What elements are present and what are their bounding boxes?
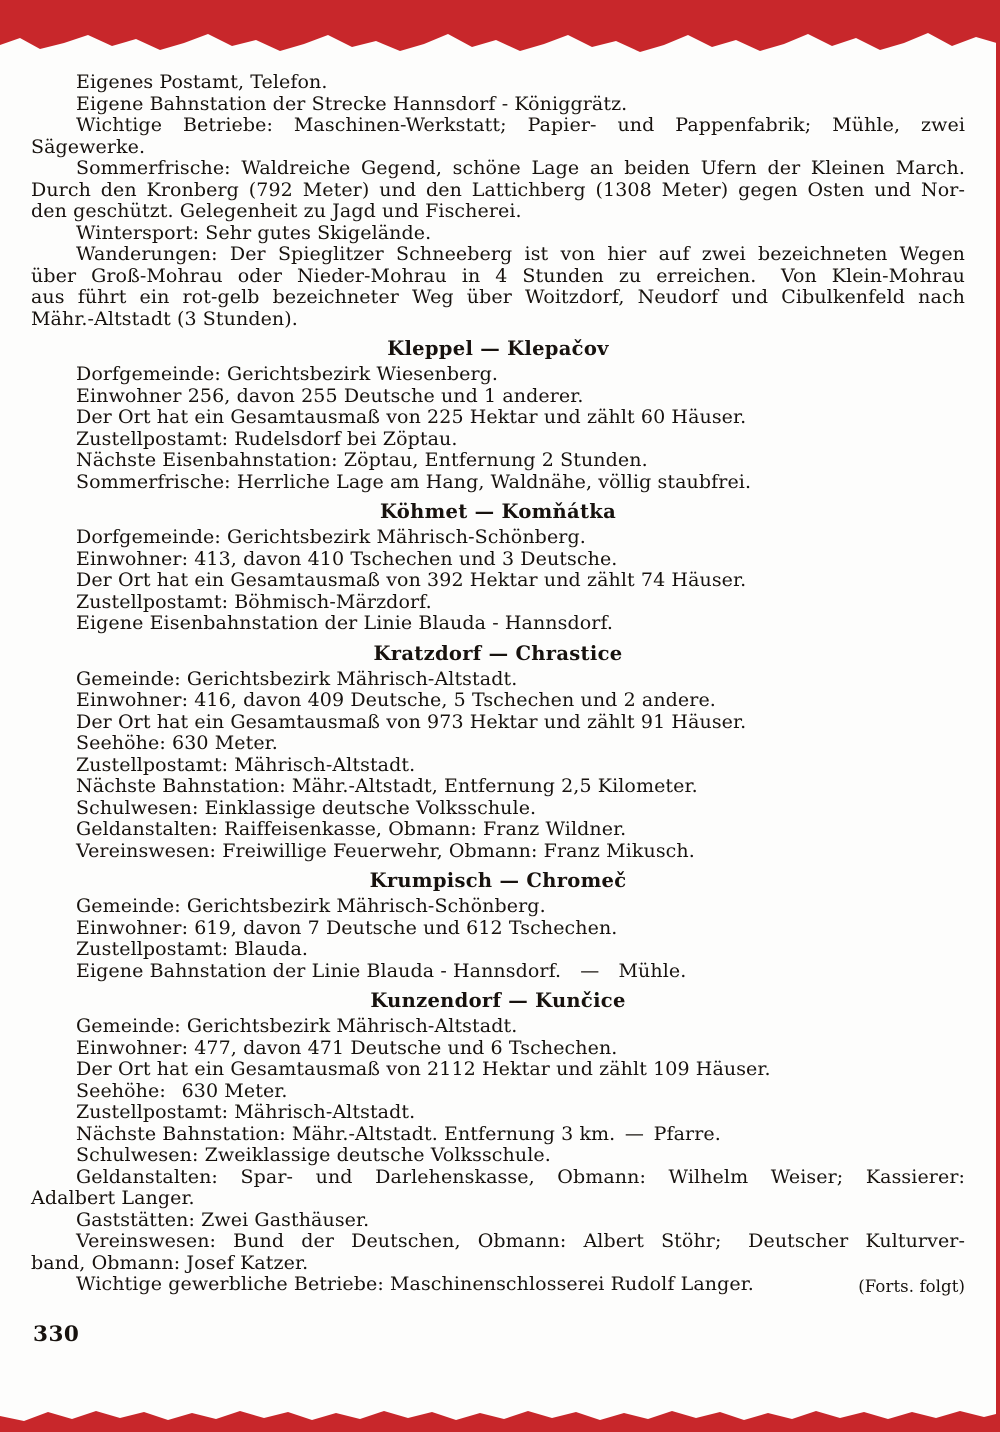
text-line: Zustellpostamt: Rudelsdorf bei Zöptau.	[76, 427, 458, 450]
text-line: Nächste Bahnstation: Mähr.-Altstadt, Entfernung 2,5 Kilometer.	[76, 775, 698, 797]
section-heading: Krumpisch — Chromeč	[369, 869, 627, 892]
text-line: Dorfgemeinde: Gerichtsbezirk Wiesenberg.	[76, 363, 499, 385]
text-line: Gaststätten: Zwei Gasthäuser.	[76, 1208, 370, 1231]
text-line: Gemeinde: Gerichtsbezirk Mährisch-Schönberg.	[76, 895, 546, 917]
text-line: Adalbert Langer.	[31, 1187, 195, 1209]
text-line: Der Ort hat ein Gesamtausmaß von 392 Hektar und zählt 74 Häuser.	[76, 569, 747, 591]
text-line: Durch den Kronberg (792 Meter) und den Lattichberg (1308 Meter) gegen Osten und Nor-	[31, 178, 965, 201]
section-heading: Kunzendorf — Kunčice	[370, 989, 626, 1012]
text-line: Sägewerke.	[31, 135, 146, 158]
text-line: Wanderungen: Der Spieglitzer Schneeberg ist von hier auf zwei bezeichneten Wegen	[76, 243, 965, 265]
text-line: Eigene Eisenbahnstation der Linie Blauda - Hannsdorf.	[76, 612, 614, 634]
text-line: Der Ort hat ein Gesamtausmaß von 2112 Hektar und zählt 109 Häuser.	[76, 1058, 771, 1080]
text-line: Eigenes Postamt, Telefon.	[76, 71, 328, 93]
text-line: Einwohner: 477, davon 471 Deutsche und 6 Tschechen.	[76, 1036, 618, 1059]
text-line: Zustellpostamt: Mährisch-Altstadt.	[76, 1101, 416, 1123]
text-line: Einwohner: 416, davon 409 Deutsche, 5 Tschechen und 2 andere.	[76, 689, 716, 711]
text-line: Sommerfrische: Herrliche Lage am Hang, Waldnähe, völlig staubfrei.	[76, 470, 752, 493]
text-line: Seehöhe: 630 Meter.	[76, 1079, 288, 1102]
text-line: Sommerfrische: Waldreiche Gegend, schöne Lage an beiden Ufern der Kleinen March.	[76, 157, 965, 179]
text-line: Geldanstalten: Spar- und Darlehenskasse, Obmann: Wilhelm Weiser; Kassierer:	[76, 1165, 965, 1188]
torn-edge-top-icon	[0, 0, 1000, 52]
text-line: Schulwesen: Einklassige deutsche Volksschule.	[76, 796, 537, 819]
text-line: Einwohner: 413, davon 410 Tschechen und 3 Deutsche.	[76, 547, 618, 570]
text-line: Dorfgemeinde: Gerichtsbezirk Mährisch-Schönberg.	[76, 526, 586, 548]
text-line: aus führt ein rot-gelb bezeichneter Weg über Woitzdorf, Neudorf und Cibulkenfeld nach	[31, 286, 965, 308]
text-line: Der Ort hat ein Gesamtausmaß von 973 Hektar und zählt 91 Häuser.	[76, 710, 747, 733]
text-line: band, Obmann: Josef Katzer.	[31, 1251, 309, 1274]
text-line: Schulwesen: Zweiklassige deutsche Volksschule.	[76, 1144, 551, 1166]
text-line: Gemeinde: Gerichtsbezirk Mährisch-Altstadt.	[76, 1015, 518, 1037]
text-line: Einwohner: 619, davon 7 Deutsche und 612 Tschechen.	[76, 916, 618, 939]
section-heading: Kratzdorf — Chrastice	[373, 641, 623, 665]
text-line: Nächste Eisenbahnstation: Zöptau, Entfernung 2 Stunden.	[76, 449, 648, 471]
text-line: Einwohner 256, davon 255 Deutsche und 1 anderer.	[76, 384, 584, 407]
text-line: Eigene Bahnstation der Strecke Hannsdorf - Königgrätz.	[76, 92, 628, 115]
section-heading: Kleppel — Klepačov	[387, 337, 609, 360]
text-line: Wintersport: Sehr gutes Skigelände.	[76, 221, 432, 244]
page-number: 330	[33, 1322, 80, 1347]
text-line: Wichtige Betriebe: Maschinen-Werkstatt; Papier- und Pappenfabrik; Mühle, zwei	[76, 114, 965, 136]
text-line: Der Ort hat ein Gesamtausmaß von 225 Hektar und zählt 60 Häuser.	[76, 406, 747, 428]
page-body	[31, 72, 965, 1298]
text-line: Eigene Bahnstation der Linie Blauda - Hannsdorf. — Mühle.	[76, 959, 687, 982]
text-line: über Groß-Mohrau oder Nieder-Mohrau in 4 Stunden zu erreichen. Von Klein-Mohrau	[31, 264, 965, 287]
text-line: Vereinswesen: Freiwillige Feuerwehr, Obmann: Franz Mikusch.	[76, 839, 695, 862]
text-line: Zustellpostamt: Böhmisch-Märzdorf.	[76, 590, 432, 613]
text-line: den geschützt. Gelegenheit zu Jagd und Fischerei.	[31, 200, 522, 222]
text-line: Nächste Bahnstation: Mähr.-Altstadt. Entfernung 3 km. — Pfarre.	[76, 1122, 721, 1145]
text-line: (Forts. folgt) Wichtige gewerbliche Betriebe: Maschinenschlosserei Rudolf Langer.	[76, 1273, 965, 1296]
section-heading: Köhmet — Komňátka	[379, 500, 617, 523]
text-line: Geldanstalten: Raiffeisenkasse, Obmann: Franz Wildner.	[76, 818, 627, 840]
text-line: Seehöhe: 630 Meter.	[76, 732, 278, 754]
text-line: Zustellpostamt: Blauda.	[76, 938, 309, 960]
text-line: Zustellpostamt: Mährisch-Altstadt.	[76, 753, 416, 776]
text-line: Vereinswesen: Bund der Deutschen, Obmann: Albert Stöhr; Deutscher Kulturver-	[76, 1230, 965, 1252]
continuation-note: (Forts. folgt)	[858, 1277, 965, 1296]
text-line: Gemeinde: Gerichtsbezirk Mährisch-Altstadt.	[76, 667, 518, 690]
red-edge-right	[996, 42, 1000, 1414]
text-line: Mähr.-Altstadt (3 Stunden).	[31, 307, 298, 330]
torn-edge-bottom-icon	[0, 1411, 1000, 1432]
